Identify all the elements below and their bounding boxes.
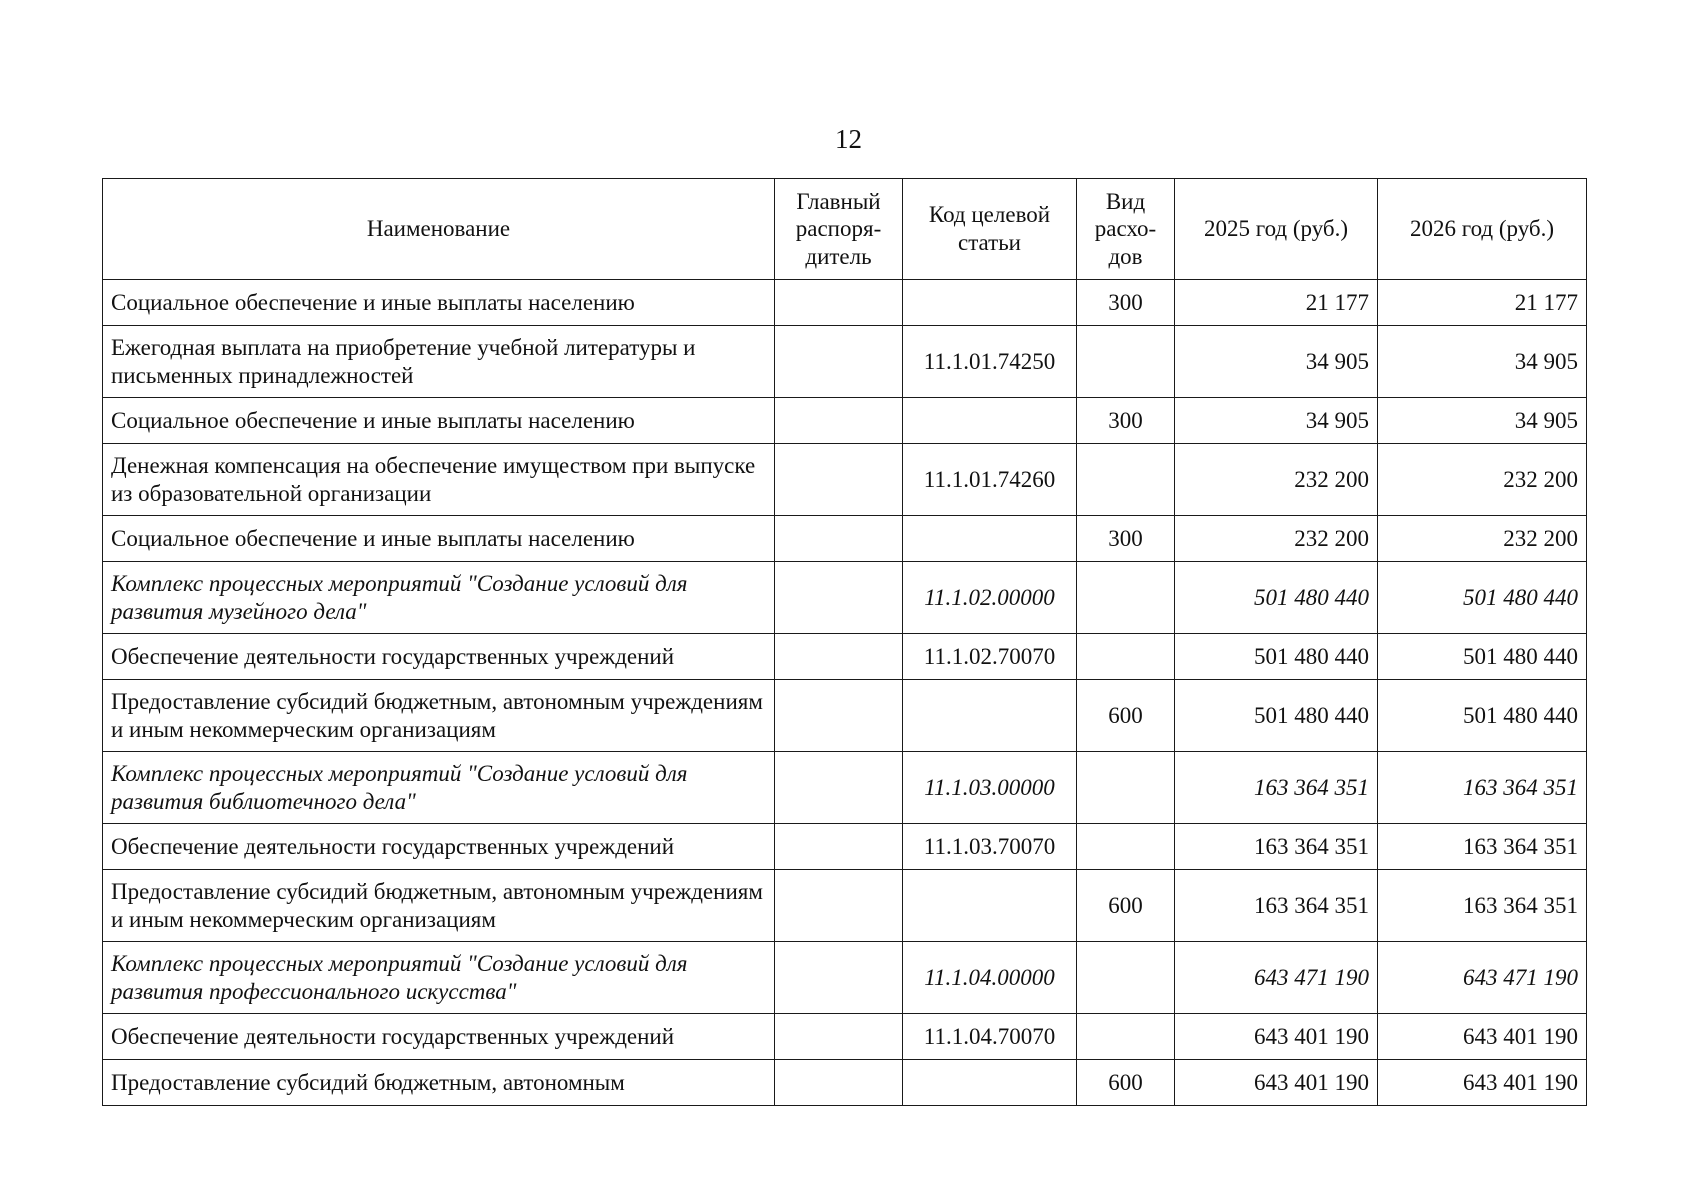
row-2025: 501 480 440 <box>1175 562 1378 634</box>
row-2025: 501 480 440 <box>1175 680 1378 752</box>
row-chief <box>775 516 903 562</box>
table-row <box>103 870 1587 942</box>
row-2026: 643 401 190 <box>1378 1014 1587 1060</box>
row-chief <box>775 1060 903 1106</box>
table-row <box>103 752 1587 824</box>
row-chief <box>775 562 903 634</box>
row-name: Социальное обеспечение и иные выплаты населению <box>103 280 775 326</box>
header-row <box>103 179 1587 280</box>
row-code <box>903 680 1077 752</box>
row-name: Обеспечение деятельности государственных учреждений <box>103 1014 775 1060</box>
header-2026: 2026 год (руб.) <box>1378 179 1587 280</box>
row-name: Ежегодная выплата на приобретение учебной литературы и письменных принадлежностей <box>103 326 775 398</box>
row-chief <box>775 870 903 942</box>
row-code: 11.1.02.70070 <box>903 634 1077 680</box>
row-2025: 34 905 <box>1175 398 1378 444</box>
row-chief <box>775 680 903 752</box>
table-row <box>103 1060 1587 1106</box>
row-type: 300 <box>1077 280 1175 326</box>
row-2026: 501 480 440 <box>1378 680 1587 752</box>
row-code: 11.1.03.70070 <box>903 824 1077 870</box>
row-type <box>1077 942 1175 1014</box>
row-2026: 232 200 <box>1378 516 1587 562</box>
row-code <box>903 516 1077 562</box>
row-2025: 643 471 190 <box>1175 942 1378 1014</box>
row-2026: 34 905 <box>1378 326 1587 398</box>
row-name: Социальное обеспечение и иные выплаты населению <box>103 516 775 562</box>
row-2026: 163 364 351 <box>1378 824 1587 870</box>
row-type <box>1077 444 1175 516</box>
row-code <box>903 280 1077 326</box>
row-name: Предоставление субсидий бюджетным, автономным учреждениям и иным некоммерческим организациям <box>103 870 775 942</box>
row-2025: 163 364 351 <box>1175 870 1378 942</box>
table-row <box>103 942 1587 1014</box>
row-2025: 163 364 351 <box>1175 824 1378 870</box>
row-2025: 163 364 351 <box>1175 752 1378 824</box>
row-name: Обеспечение деятельности государственных учреждений <box>103 824 775 870</box>
row-code: 11.1.03.00000 <box>903 752 1077 824</box>
page-number: 12 <box>835 124 862 154</box>
row-2026: 163 364 351 <box>1378 870 1587 942</box>
row-2025: 501 480 440 <box>1175 634 1378 680</box>
row-name: Обеспечение деятельности государственных учреждений <box>103 634 775 680</box>
row-code: 11.1.01.74260 <box>903 444 1077 516</box>
row-2026: 501 480 440 <box>1378 634 1587 680</box>
row-type: 600 <box>1077 1060 1175 1106</box>
row-2026: 643 401 190 <box>1378 1060 1587 1106</box>
row-type <box>1077 824 1175 870</box>
row-name: Комплекс процессных мероприятий "Создание условий для развития музейного дела" <box>103 562 775 634</box>
row-2025: 643 401 190 <box>1175 1060 1378 1106</box>
row-2026: 643 471 190 <box>1378 942 1587 1014</box>
table-row <box>103 634 1587 680</box>
row-2025: 21 177 <box>1175 280 1378 326</box>
row-name: Комплекс процессных мероприятий "Создание условий для развития профессионального искусства" <box>103 942 775 1014</box>
row-name: Предоставление субсидий бюджетным, автономным <box>103 1060 775 1106</box>
row-type: 600 <box>1077 870 1175 942</box>
table-row <box>103 1014 1587 1060</box>
row-2025: 643 401 190 <box>1175 1014 1378 1060</box>
row-code <box>903 870 1077 942</box>
row-name: Предоставление субсидий бюджетным, автономным учреждениям и иным некоммерческим организациям <box>103 680 775 752</box>
row-chief <box>775 1014 903 1060</box>
budget-table <box>102 178 1587 1106</box>
row-2026: 21 177 <box>1378 280 1587 326</box>
row-name: Комплекс процессных мероприятий "Создание условий для развития библиотечного дела" <box>103 752 775 824</box>
table-row <box>103 562 1587 634</box>
row-2026: 163 364 351 <box>1378 752 1587 824</box>
row-code <box>903 1060 1077 1106</box>
row-code: 11.1.02.00000 <box>903 562 1077 634</box>
table-row <box>103 516 1587 562</box>
row-name: Социальное обеспечение и иные выплаты населению <box>103 398 775 444</box>
row-chief <box>775 634 903 680</box>
row-type <box>1077 562 1175 634</box>
table-row <box>103 444 1587 516</box>
row-2026: 34 905 <box>1378 398 1587 444</box>
header-2025: 2025 год (руб.) <box>1175 179 1378 280</box>
header-code: Код целевой статьи <box>903 179 1077 280</box>
table-row <box>103 280 1587 326</box>
row-type <box>1077 752 1175 824</box>
table-row <box>103 680 1587 752</box>
row-code: 11.1.04.70070 <box>903 1014 1077 1060</box>
row-code: 11.1.01.74250 <box>903 326 1077 398</box>
row-type: 600 <box>1077 680 1175 752</box>
row-chief <box>775 824 903 870</box>
row-chief <box>775 752 903 824</box>
header-name: Наименование <box>103 179 775 280</box>
table-row <box>103 398 1587 444</box>
row-2025: 232 200 <box>1175 444 1378 516</box>
row-type: 300 <box>1077 516 1175 562</box>
row-chief <box>775 326 903 398</box>
row-2026: 232 200 <box>1378 444 1587 516</box>
row-code <box>903 398 1077 444</box>
header-chief: Главный распоря-дитель <box>775 179 903 280</box>
row-2026: 501 480 440 <box>1378 562 1587 634</box>
table-row <box>103 824 1587 870</box>
table-row <box>103 326 1587 398</box>
header-type: Вид расхо-дов <box>1077 179 1175 280</box>
row-chief <box>775 398 903 444</box>
row-type: 300 <box>1077 398 1175 444</box>
row-code: 11.1.04.00000 <box>903 942 1077 1014</box>
row-chief <box>775 444 903 516</box>
row-chief <box>775 942 903 1014</box>
row-chief <box>775 280 903 326</box>
row-type <box>1077 326 1175 398</box>
row-name: Денежная компенсация на обеспечение имуществом при выпуске из образовательной организации <box>103 444 775 516</box>
row-2025: 34 905 <box>1175 326 1378 398</box>
row-2025: 232 200 <box>1175 516 1378 562</box>
row-type <box>1077 1014 1175 1060</box>
row-type <box>1077 634 1175 680</box>
